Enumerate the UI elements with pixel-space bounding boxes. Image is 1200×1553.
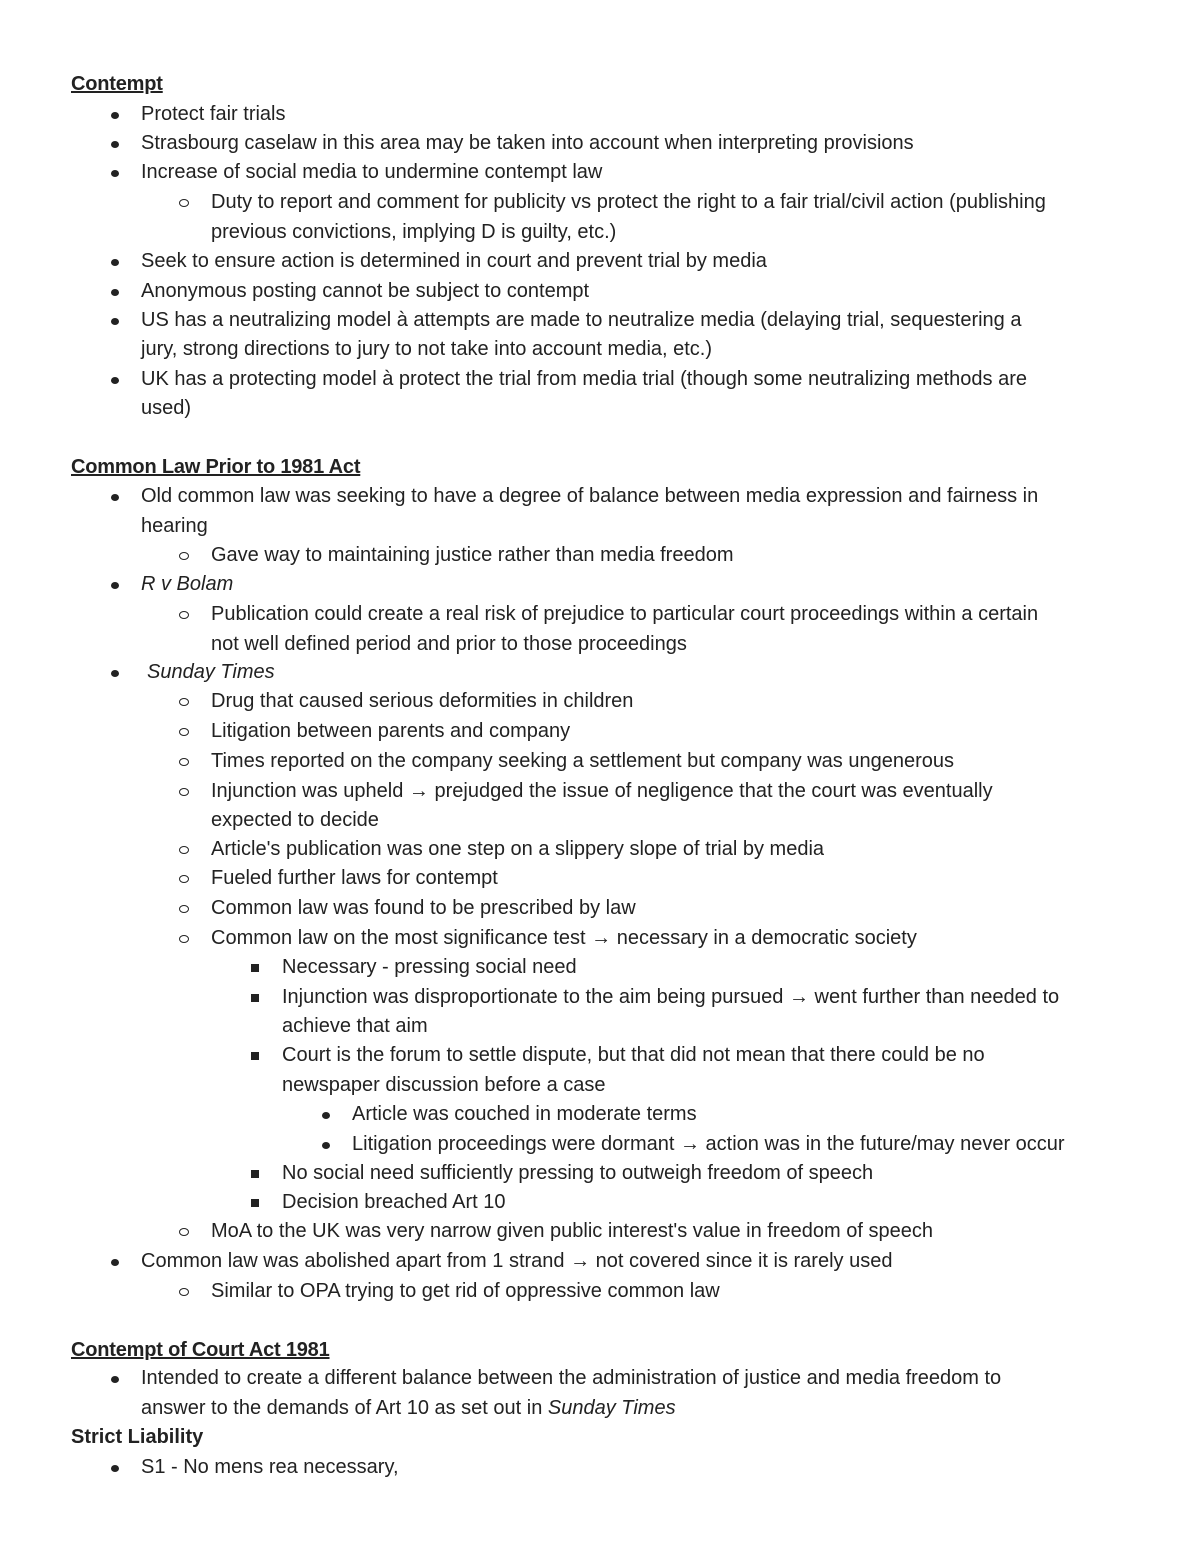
list-item: Court is the forum to settle dispute, but that did not mean that there could be no — [282, 1044, 985, 1066]
list-item: Duty to report and comment for publicity vs protect the right to a fair trial/civil action (publishing — [211, 191, 1046, 213]
heading-contempt-of-court-act: Contempt of Court Act 1981 — [71, 1339, 330, 1361]
list-item-continuation — [141, 1396, 676, 1420]
list-item-continuation: achieve that aim — [282, 1015, 428, 1037]
list-item-continuation: not well defined period and prior to those proceedings — [211, 633, 687, 655]
list-item: Drug that caused serious deformities in children — [211, 690, 634, 712]
list-item-continuation: hearing — [141, 515, 208, 537]
list-item-continuation: jury, strong directions to jury to not take into account media, etc.) — [141, 338, 713, 360]
list-item: Strasbourg caselaw in this area may be taken into account when interpreting provisions — [141, 132, 914, 154]
list-item: Article was couched in moderate terms — [352, 1103, 697, 1125]
list-item: Injunction was disproportionate to the aim being pursued → went further than needed to — [282, 986, 1060, 1008]
list-item: Intended to create a different balance between the administration of justice and media freedom to — [141, 1367, 1002, 1389]
list-item: Article's publication was one step on a slippery slope of trial by media — [211, 838, 825, 860]
case-name: Sunday Times — [147, 661, 275, 683]
list-item: Seek to ensure action is determined in court and prevent trial by media — [141, 250, 767, 272]
list-item: UK has a protecting model à protect the trial from media trial (though some neutralizing methods are — [141, 368, 1027, 390]
list-item-text: answer to the demands of Art 10 as set out in — [141, 1397, 548, 1419]
heading-contempt: Contempt — [71, 73, 163, 95]
list-item: No social need sufficiently pressing to outweigh freedom of speech — [282, 1162, 874, 1184]
list-item: Times reported on the company seeking a settlement but company was ungenerous — [211, 750, 955, 772]
list-item: Anonymous posting cannot be subject to contempt — [141, 280, 590, 302]
list-item-continuation: expected to decide — [211, 809, 379, 831]
list-item: Common law on the most significance test → necessary in a democratic society — [211, 927, 917, 949]
list-item: Increase of social media to undermine contempt law — [141, 161, 603, 183]
list-item-continuation: used) — [141, 397, 192, 419]
list-item: Injunction was upheld → prejudged the issue of negligence that the court was eventually — [211, 780, 993, 802]
list-item: Necessary - pressing social need — [282, 956, 577, 978]
case-name: R v Bolam — [141, 573, 234, 595]
list-item: Litigation proceedings were dormant → action was in the future/may never occur — [352, 1133, 1065, 1155]
list-item-continuation: previous convictions, implying D is guilty, etc.) — [211, 221, 617, 243]
case-name: Sunday Times — [547, 1397, 676, 1419]
list-item-continuation: newspaper discussion before a case — [282, 1074, 606, 1096]
list-item: Old common law was seeking to have a degree of balance between media expression and fairness in — [141, 485, 1039, 507]
list-item: Common law was abolished apart from 1 strand → not covered since it is rarely used — [141, 1250, 893, 1272]
list-item: Common law was found to be prescribed by law — [211, 897, 636, 919]
list-item: Fueled further laws for contempt — [211, 867, 498, 889]
list-item: S1 - No mens rea necessary, — [141, 1456, 399, 1478]
list-item: US has a neutralizing model à attempts are made to neutralize media (delaying trial, sequestering a — [141, 309, 1022, 331]
subheading-strict-liability: Strict Liability — [71, 1426, 204, 1448]
list-item: Protect fair trials — [141, 103, 286, 125]
list-item: MoA to the UK was very narrow given public interest's value in freedom of speech — [211, 1220, 933, 1242]
list-item: Gave way to maintaining justice rather than media freedom — [211, 544, 734, 566]
list-item: Similar to OPA trying to get rid of oppressive common law — [211, 1280, 720, 1302]
heading-common-law: Common Law Prior to 1981 Act — [71, 456, 361, 478]
list-item: Litigation between parents and company — [211, 720, 571, 742]
list-item: Decision breached Art 10 — [282, 1191, 506, 1213]
list-item: Publication could create a real risk of prejudice to particular court proceedings within a certain — [211, 603, 1039, 625]
